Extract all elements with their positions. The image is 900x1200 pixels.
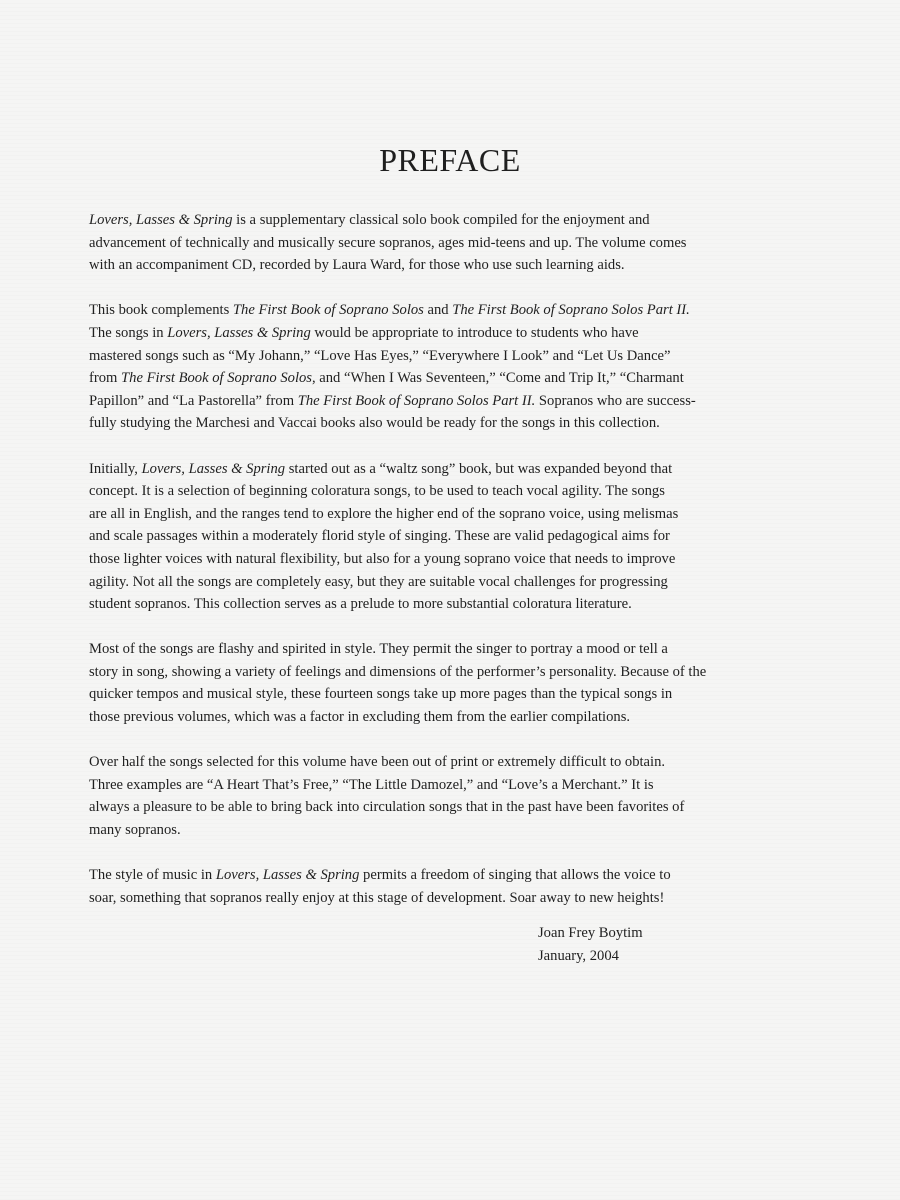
text-line: [89, 390, 819, 413]
preface-paragraph: [89, 299, 819, 435]
preface-paragraph: [89, 458, 819, 616]
text-line: [89, 774, 819, 797]
text-segment: advancement of technically and musically secure sopranos, ages mid-teens and up. The volume comes: [89, 234, 687, 251]
text-segment: many sopranos.: [89, 822, 181, 839]
text-line: [89, 548, 819, 571]
text-line: [89, 412, 819, 435]
text-segment: Over half the songs selected for this volume have been out of print or extremely difficult to obtain.: [89, 754, 666, 771]
preface-paragraph: [89, 751, 819, 841]
preface-paragraph: [89, 209, 819, 277]
book-title-italic: The First Book of Soprano Solos Part II.: [297, 392, 536, 409]
book-title-italic: Lovers, Lasses & Spring: [215, 867, 360, 884]
book-title-italic: The First Book of Soprano Solos: [232, 302, 424, 319]
text-segment: is a supplementary classical solo book compiled for the enjoyment and: [232, 212, 650, 228]
book-title-italic: Lovers, Lasses & Spring: [167, 324, 311, 341]
preface-body: [89, 209, 819, 932]
text-segment: Three examples are “A Heart That’s Free,” “The Little Damozel,” and “Love’s a Merchant.” It is: [89, 776, 654, 793]
text-segment: permits a freedom of singing that allows the voice to: [359, 867, 671, 884]
text-line: [89, 593, 819, 616]
text-line: [89, 458, 819, 481]
text-segment: fully studying the Marchesi and Vaccai books also would be ready for the songs in this collection.: [89, 415, 660, 432]
text-line: [89, 864, 819, 887]
text-line: [89, 503, 819, 526]
text-line: [89, 232, 819, 255]
text-segment: Papillon” and “La Pastorella” from: [89, 392, 298, 409]
signature-block: [538, 922, 643, 967]
text-segment: quicker tempos and musical style, these fourteen songs take up more pages than the typical songs in: [89, 686, 673, 703]
text-segment: those previous volumes, which was a factor in excluding them from the earlier compilations.: [89, 709, 631, 726]
text-segment: soar, something that sopranos really enjoy at this stage of development. Soar away to new heights!: [89, 889, 665, 906]
text-segment: from: [89, 370, 122, 387]
text-line: [89, 819, 819, 842]
page-title: PREFACE: [379, 142, 521, 178]
text-segment: , and “When I Was Seventeen,” “Come and Trip It,” “Charmant: [311, 370, 684, 387]
book-title-italic: Lovers, Lasses & Spring: [89, 212, 233, 228]
text-segment: The style of music in: [89, 867, 216, 884]
text-segment: student sopranos. This collection serves as a prelude to more substantial coloratura literature.: [89, 596, 632, 613]
text-segment: Sopranos who are success-: [535, 392, 696, 409]
text-line: [89, 661, 819, 684]
text-line: [89, 254, 819, 277]
text-segment: concept. It is a selection of beginning coloratura songs, to be used to teach vocal agility. The songs: [89, 483, 665, 500]
text-segment: story in song, showing a variety of feelings and dimensions of the performer’s personality. Because of the: [89, 663, 707, 680]
text-line: [89, 887, 819, 910]
author-name: Joan Frey Boytim: [538, 925, 643, 941]
text-line: [89, 525, 819, 548]
text-line: [89, 638, 819, 661]
text-segment: are all in English, and the ranges tend to explore the higher end of the soprano voice, using melismas: [89, 505, 679, 522]
text-segment: those lighter voices with natural flexibility, but also for a young soprano voice that needs to improve: [89, 550, 676, 567]
text-line: [89, 796, 819, 819]
text-segment: mastered songs such as “My Johann,” “Love Has Eyes,” “Everywhere I Look” and “Let Us Dance”: [89, 347, 671, 364]
text-segment: started out as a “waltz song” book, but was expanded beyond that: [285, 460, 673, 477]
text-line: [89, 571, 819, 594]
book-title-italic: Lovers, Lasses & Spring: [141, 460, 286, 477]
text-segment: and: [423, 302, 453, 319]
text-line: [89, 480, 819, 503]
book-title-italic: The First Book of Soprano Solos: [121, 370, 312, 387]
text-line: [89, 345, 819, 368]
text-segment: and scale passages within a moderately florid style of singing. These are valid pedagogical aims for: [89, 528, 670, 545]
text-segment: agility. Not all the songs are completely easy, but they are suitable vocal challenges for progressing: [89, 573, 668, 590]
text-line: [89, 751, 819, 774]
text-segment: Most of the songs are flashy and spirited in style. They permit the singer to portray a mood or tell a: [89, 641, 668, 658]
text-segment: Initially,: [89, 460, 142, 477]
text-segment: This book complements: [89, 302, 233, 319]
text-line: [89, 209, 819, 232]
text-segment: with an accompaniment CD, recorded by Laura Ward, for those who use such learning aids.: [89, 257, 625, 274]
text-line: [89, 299, 819, 322]
text-line: [89, 683, 819, 706]
text-line: [89, 322, 819, 345]
text-segment: always a pleasure to be able to bring back into circulation songs that in the past have been favorites of: [89, 799, 685, 816]
text-line: [89, 706, 819, 729]
book-title-italic: The First Book of Soprano Solos Part II.: [452, 302, 690, 319]
text-segment: would be appropriate to introduce to students who have: [310, 324, 639, 341]
text-line: [89, 367, 819, 390]
signature-date: January, 2004: [538, 947, 619, 964]
preface-paragraph: [89, 638, 819, 728]
preface-paragraph: [89, 864, 819, 909]
text-segment: The songs in: [89, 324, 168, 341]
